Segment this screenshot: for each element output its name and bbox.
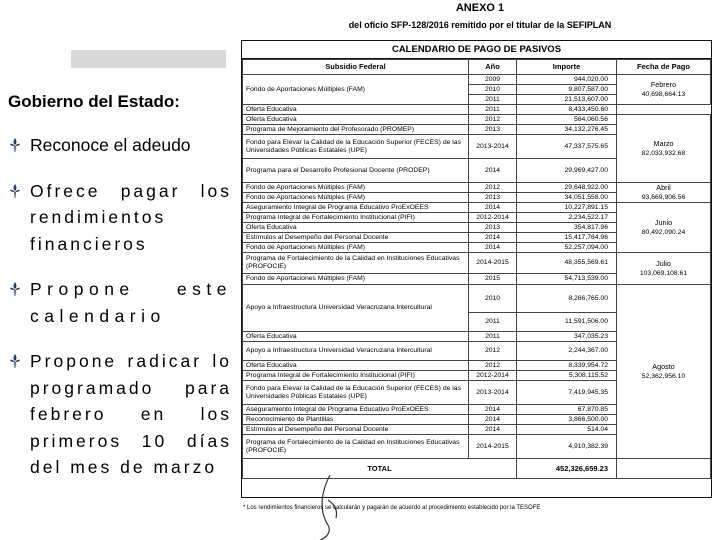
subsidio-cell: Programa para el Desarrollo Profesional Docente (PRODEP) <box>243 159 469 183</box>
bullet-text: Ofrece pagar los rendimientos financieros <box>30 180 232 254</box>
subsidio-cell: Oferta Educativa <box>243 361 469 371</box>
subsidio-cell: Programa de Fortalecimiento de la Calidad en Instituciones Educativas (PROFOCIE) <box>243 253 469 274</box>
table-row <box>243 253 711 274</box>
summary-heading: Gobierno del Estado: <box>8 92 180 111</box>
fleur-bullet-icon <box>8 353 22 369</box>
anio-cell: 2013 <box>469 223 517 233</box>
anio-cell: 2012 <box>469 361 517 371</box>
anio-cell: 2012 <box>469 115 517 125</box>
importe-cell: 354,817.96 <box>517 223 617 233</box>
bullet-propone-radicar <box>8 348 232 481</box>
importe-cell: 9,807,587.00 <box>517 85 617 95</box>
payment-amount: 82,033,932.68 <box>641 149 686 157</box>
importe-cell: 2,234,522.17 <box>517 213 617 223</box>
subtitle-prefix: del oficio <box>348 20 391 30</box>
importe-cell: 67,870.85 <box>517 405 617 415</box>
subsidio-cell: Estímulos al Desempeño del Personal Docente <box>243 425 469 435</box>
payment-month: Junio <box>654 217 673 227</box>
total-empty <box>617 459 711 479</box>
bullet-text: Reconoce el adeudo <box>30 135 191 155</box>
subsidio-cell: Aseguramiento Integral de Programa Educativo ProExOEES <box>243 203 469 213</box>
subsidio-cell: Oferta Educativa <box>243 223 469 233</box>
annex-subtitle <box>240 20 720 30</box>
importe-cell: 54,713,539.00 <box>517 274 617 285</box>
payment-amount: 52,362,956.10 <box>641 372 686 380</box>
fecha-pago-cell <box>617 285 711 459</box>
subsidio-cell: Fondo para Elevar la Calidad de la Educación Superior (FECES) de las Universidades Públicas Estatales (UPE) <box>243 381 469 405</box>
anio-cell: 2011 <box>469 313 517 332</box>
subsidio-cell: Fondo de Aportaciones Múltiples (FAM) <box>243 243 469 253</box>
payment-month: Agosto <box>652 361 675 371</box>
importe-cell: 52,257,094.00 <box>517 243 617 253</box>
payment-month: Marzo <box>653 138 674 148</box>
fleur-bullet-icon <box>8 183 22 199</box>
importe-cell: 944,020.00 <box>517 75 617 85</box>
anio-cell: 2010 <box>469 285 517 313</box>
summary-panel <box>8 92 232 500</box>
bullet-propone-calendario <box>8 276 232 329</box>
total-value: 452,326,659.23 <box>517 459 617 479</box>
header-anio: Año <box>469 60 517 75</box>
subsidio-cell: Oferta Educativa <box>243 332 469 342</box>
importe-cell: 8,339,954.72 <box>517 361 617 371</box>
table-row <box>243 75 711 85</box>
fleur-bullet-icon <box>8 137 22 153</box>
anio-cell: 2014 <box>469 233 517 243</box>
anio-cell: 2010 <box>469 85 517 95</box>
importe-cell: 47,337,575.65 <box>517 135 617 159</box>
subtitle-doc-number: SFP-128/2016 <box>390 20 449 30</box>
header-subsidio: Subsidio Federal <box>243 60 469 75</box>
anio-cell: 2011 <box>469 332 517 342</box>
payment-calendar-document <box>241 40 712 498</box>
anio-cell: 2012-2014 <box>469 213 517 223</box>
table-row <box>243 183 711 193</box>
anio-cell: 2014 <box>469 203 517 213</box>
subsidio-cell: Programa Integral de Fortalecimiento Institucional (PIFI) <box>243 371 469 381</box>
anio-cell: 2014 <box>469 405 517 415</box>
table-row <box>243 115 711 125</box>
total-label: TOTAL <box>243 459 517 479</box>
annex-title: ANEXO 1 <box>455 2 505 14</box>
payment-amount: 40,698,664.13 <box>641 90 686 98</box>
subsidio-cell: Programa de Fortalecimiento de la Calidad en Instituciones Educativas (PROFOCIE) <box>243 435 469 459</box>
importe-cell: 347,035.23 <box>517 332 617 342</box>
table-body <box>243 75 711 479</box>
anio-cell: 2011 <box>469 105 517 115</box>
anio-cell: 2011 <box>469 95 517 105</box>
header-fecha: Fecha de Pago <box>617 60 711 75</box>
payment-month: Febrero <box>650 79 677 89</box>
importe-cell: 48,355,569.61 <box>517 253 617 274</box>
payment-calendar-table <box>242 59 711 479</box>
subsidio-cell: Aseguramiento Integral de Programa Educativo ProExOEES <box>243 405 469 415</box>
bullet-text: Propone radicar lo programado para febrero en los primeros 10 días del mes de marzo <box>30 351 232 477</box>
bullet-ofrece <box>8 178 232 258</box>
fleur-bullet-icon <box>8 281 22 297</box>
table-row <box>243 105 711 115</box>
importe-cell: 8,266,765.00 <box>517 285 617 313</box>
payment-amount: 80,492,090.24 <box>641 228 686 236</box>
gray-placeholder-bar <box>71 50 226 68</box>
bullet-text: Propone este calendario <box>30 279 232 326</box>
payment-amount: 103,069,108.61 <box>639 269 688 277</box>
importe-cell: 8,433,450.60 <box>517 105 617 115</box>
anio-cell: 2012-2014 <box>469 371 517 381</box>
importe-cell: 514.04 <box>517 425 617 435</box>
anio-cell: 2014 <box>469 243 517 253</box>
payment-month: Julio <box>656 258 671 268</box>
fecha-pago-cell <box>617 115 711 183</box>
importe-cell: 3,866,500.00 <box>517 415 617 425</box>
anio-cell: 2014-2015 <box>469 435 517 459</box>
subsidio-cell: Fondo de Aportaciones Múltiples (FAM) <box>243 193 469 203</box>
footnote: * Los rendimientos financieros se calcularán y pagarán de acuerdo al procedimiento establecido por la TESOFE <box>243 505 541 511</box>
subtitle-middle: remitido por el titular de la <box>448 20 567 30</box>
importe-cell: 34,051,558.00 <box>517 193 617 203</box>
anio-cell: 2014 <box>469 159 517 183</box>
subtitle-organization: SEFIPLAN <box>566 20 612 30</box>
anio-cell: 2009 <box>469 75 517 85</box>
importe-cell: 29,969,427.00 <box>517 159 617 183</box>
anio-cell: 2015 <box>469 274 517 285</box>
subsidio-cell: Reconocimiento de Plantillas <box>243 415 469 425</box>
payment-amount: 93,669,906.56 <box>641 193 686 201</box>
importe-cell: 29,648,922.00 <box>517 183 617 193</box>
fecha-pago-cell <box>617 75 711 105</box>
subsidio-cell: Apoyo a Infraestructura Universidad Veracruzana Intercultural <box>243 342 469 361</box>
anio-cell: 2014 <box>469 425 517 435</box>
anio-cell: 2012 <box>469 342 517 361</box>
importe-cell: 10,227,891.15 <box>517 203 617 213</box>
anio-cell: 2012 <box>469 183 517 193</box>
subsidio-cell: Fondo de Aportaciones Múltiples (FAM) <box>243 274 469 285</box>
importe-cell: 15,417,764.96 <box>517 233 617 243</box>
subsidio-cell: Programa Integral de Fortalecimiento Institucional (PIFI) <box>243 213 469 223</box>
subsidio-cell: Fondo para Elevar la Calidad de la Educación Superior (FECES) de las Universidades Públicas Estatales (UPE) <box>243 135 469 159</box>
importe-cell: 21,513,607.00 <box>517 95 617 105</box>
calendar-title: CALENDARIO DE PAGO DE PASIVOS <box>242 41 711 59</box>
importe-cell: 5,308,115.52 <box>517 371 617 381</box>
importe-cell: 34,132,276.45 <box>517 125 617 135</box>
fecha-pago-cell <box>617 253 711 285</box>
anio-cell: 2013 <box>469 193 517 203</box>
table-row <box>243 285 711 313</box>
fecha-pago-cell <box>617 183 711 203</box>
importe-cell: 2,244,367.00 <box>517 342 617 361</box>
header-importe: Importe <box>517 60 617 75</box>
importe-cell: 564,060.56 <box>517 115 617 125</box>
importe-cell: 7,419,945.35 <box>517 381 617 405</box>
subsidio-cell: Programa de Mejoramiento del Profesorado (PROMEP) <box>243 125 469 135</box>
subsidio-cell: Oferta Educativa <box>243 115 469 125</box>
subsidio-cell: Oferta Educativa <box>243 105 469 115</box>
table-header-row <box>243 60 711 75</box>
fecha-pago-cell <box>617 203 711 253</box>
table-row <box>243 203 711 213</box>
bullet-reconoce <box>8 132 232 159</box>
anio-cell: 2013-2014 <box>469 135 517 159</box>
subsidio-cell: Apoyo a Infraestructura Universidad Veracruzana Intercultural <box>243 285 469 332</box>
subsidio-cell: Fondo de Aportaciones Múltiples (FAM) <box>243 75 469 105</box>
importe-cell: 11,591,506.00 <box>517 313 617 332</box>
anio-cell: 2014-2015 <box>469 253 517 274</box>
anio-cell: 2013 <box>469 125 517 135</box>
subsidio-cell: Fondo de Aportaciones Múltiples (FAM) <box>243 183 469 193</box>
anio-cell: 2014 <box>469 415 517 425</box>
importe-cell: 4,910,382.39 <box>517 435 617 459</box>
anio-cell: 2013-2014 <box>469 381 517 405</box>
subsidio-cell: Estímulos al Desempeño del Personal Docente <box>243 233 469 243</box>
payment-month: Abril <box>656 182 671 192</box>
